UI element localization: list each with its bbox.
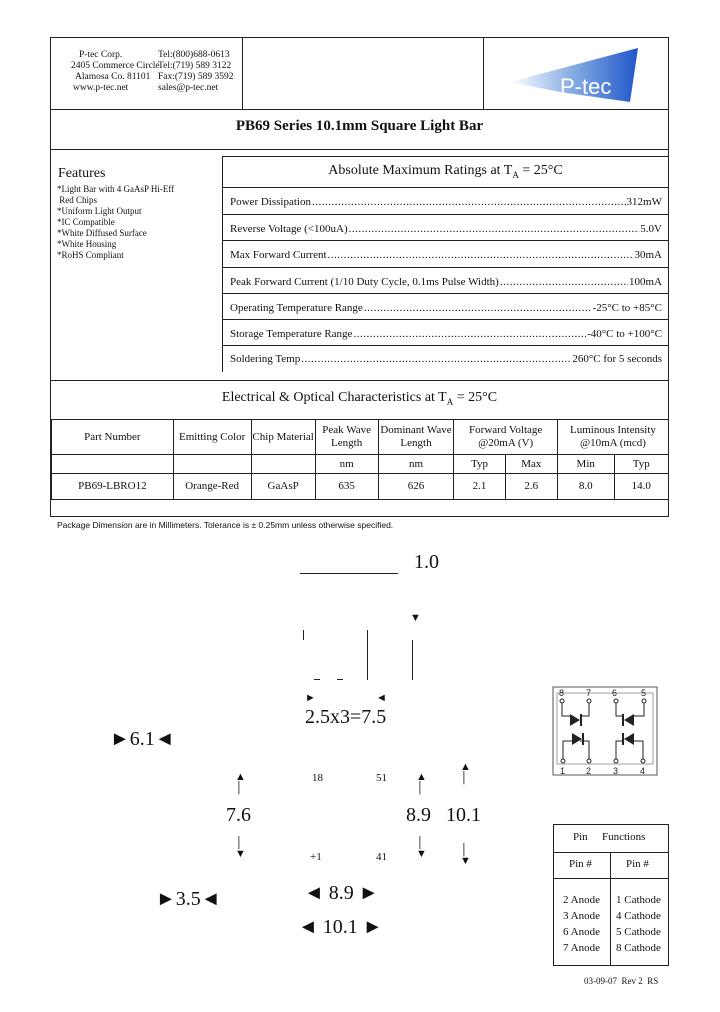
company-address: [71, 50, 160, 94]
dim-10-1-horizontal: ◄ 10.1 ►: [298, 916, 383, 938]
schematic-pin-label: 3: [613, 766, 619, 776]
eo-cell: PB69-LBRO12: [52, 474, 174, 500]
eo-cell: 14.0: [614, 474, 669, 500]
arrow-right-icon: ►: [305, 692, 316, 704]
header-divider-1: [242, 37, 243, 109]
anode-pin: 3 Anode: [563, 910, 600, 922]
dim-tick: [337, 679, 343, 680]
amr-row-reverse-voltage: Reverse Voltage (<100uA) ..... 5.0V: [230, 223, 662, 235]
header-divider-2: [483, 37, 484, 109]
pin-functions-table: [553, 824, 669, 966]
amr-row-peak-current: Peak Forward Current (1/10 Duty Cycle, 0.1ms Pulse Width) ..... 100mA: [230, 276, 662, 288]
schematic-pin-label: 1: [560, 766, 566, 776]
eo-unit: nm: [378, 455, 454, 474]
eo-unit: Typ: [454, 455, 505, 474]
schematic-pin-label: 4: [640, 766, 646, 776]
arrow-down-icon: │ ▼: [460, 844, 471, 867]
eo-table: [51, 419, 669, 500]
eo-unit: nm: [315, 455, 378, 474]
cathode-pin: 8 Cathode: [616, 942, 661, 954]
schematic-pin-label: 8: [559, 688, 565, 698]
title-bottom-rule: [50, 149, 669, 150]
cathode-pin: 1 Cathode: [616, 894, 661, 906]
feature-item: *White Diffused Surface: [57, 228, 147, 238]
eo-unit: Typ: [614, 455, 669, 474]
functions-heading: Functions: [602, 831, 646, 843]
arrow-down-icon: │ ▼: [235, 837, 246, 860]
ptec-logo: [508, 46, 650, 104]
amr-heading: Absolute Maximum Ratings at $T_A = 25^\circ C$: [328, 163, 563, 180]
eo-header-peak: Peak Wave Length: [315, 420, 378, 455]
pin-col-header: Pin #: [569, 858, 592, 870]
eo-cell: GaAsP: [251, 474, 315, 500]
amr-rule: [222, 293, 669, 294]
eo-header-color: Emitting Color: [173, 420, 251, 455]
phone-tollfree: Tel:(800)688-0613: [158, 50, 230, 60]
company-street: 2405 Commerce Circle: [71, 61, 160, 71]
revision-footer: 03-09-07 Rev 2 RS: [584, 976, 659, 986]
dim-tick: [412, 640, 413, 680]
amr-row-soldering: Soldering Temp ..... 260°C for 5 seconds: [230, 353, 662, 365]
eo-cell: 2.6: [505, 474, 557, 500]
feature-item: *Light Bar with 4 GaAsP Hi-Eff: [57, 184, 175, 194]
dim-7-6: 7.6: [226, 804, 251, 826]
company-name: P-tec Corp.: [79, 50, 123, 60]
features-heading: Features: [58, 166, 106, 181]
eo-unit: Max: [505, 455, 557, 474]
dim-tick: [367, 630, 368, 680]
eo-cell: 2.1: [454, 474, 505, 500]
eo-cell: 626: [378, 474, 454, 500]
arrow-left-icon: ◄: [376, 692, 387, 704]
anode-pin: 2 Anode: [563, 894, 600, 906]
pin-col-header: Pin #: [626, 858, 649, 870]
dim-10-1-vertical: 10.1: [446, 804, 481, 826]
eo-header-vf: Forward Voltage @20mA (V): [454, 420, 558, 455]
amr-rule: [222, 267, 669, 268]
phone-tel: Tel:(719) 589 3122: [158, 61, 232, 71]
amr-row-storage-temp: Storage Temperature Range ..... -40°C to +100°C: [230, 328, 662, 340]
dim-line-1: [300, 573, 398, 574]
eo-header-dominant: Dominant Wave Length: [378, 420, 454, 455]
arrow-down-icon: │ ▼: [416, 837, 427, 860]
feature-item: Red Chips: [57, 195, 98, 205]
internal-circuit-diagram: [552, 686, 658, 778]
feature-item: *RoHS Compliant: [57, 250, 124, 260]
amr-rule: [222, 240, 669, 241]
eo-unit: [52, 455, 174, 474]
page-title: PB69 Series 10.1mm Square Light Bar: [235, 118, 484, 134]
arrow-up-icon: ▲ │: [460, 761, 471, 784]
company-phones: [158, 50, 233, 94]
dim-8-9-horizontal: ◄ 8.9 ►: [304, 882, 379, 904]
feature-item: *IC Compatible: [57, 217, 115, 227]
eo-header-material: Chip Material: [251, 420, 315, 455]
eo-cell: 635: [315, 474, 378, 500]
schematic-pin-label: 6: [612, 688, 618, 698]
anode-list: [563, 892, 600, 956]
pin-label-41: 41: [376, 851, 387, 863]
dim-pitch: 2.5x3=7.5: [305, 706, 387, 728]
dim-tick: [303, 630, 304, 640]
led-diode-icon: [570, 714, 634, 745]
feature-item: *White Housing: [57, 239, 117, 249]
cathode-pin: 4 Cathode: [616, 910, 661, 922]
schematic-pin-label: 2: [586, 766, 592, 776]
amr-row-power: Power Dissipation ..... 312mW: [230, 196, 662, 208]
eo-unit: [173, 455, 251, 474]
dim-tick: [314, 679, 320, 680]
arrow-up-icon: ▲ │: [416, 771, 427, 794]
dim-3-5: ►3.5◄: [156, 888, 221, 910]
amr-rule: [222, 345, 669, 346]
arrow-down-icon: ▼: [410, 612, 421, 624]
header-bottom-rule: [50, 109, 669, 110]
eo-header-iv: Luminous Intensity @10mA (mcd): [557, 420, 668, 455]
company-city: Alamosa Co. 81101: [75, 72, 151, 82]
amr-row-forward-current: Max Forward Current ..... 30mA: [230, 249, 662, 261]
schematic-pin-label: 7: [586, 688, 592, 698]
logo-text: P-tec: [560, 74, 612, 99]
eo-cell: 8.0: [557, 474, 614, 500]
anode-pin: 7 Anode: [563, 942, 600, 954]
eo-unit: [251, 455, 315, 474]
amr-rule: [222, 319, 669, 320]
dim-6-1: ►6.1◄: [110, 728, 175, 750]
pin-heading: Pin: [573, 831, 588, 843]
pin-label-1: +1: [310, 851, 322, 863]
amr-rule: [222, 214, 669, 215]
cathode-list: [616, 892, 661, 956]
phone-fax: Fax:(719) 589 3592: [158, 72, 234, 82]
eo-unit: Min: [557, 455, 614, 474]
dimension-note: Package Dimension are in Millimeters. Tolerance is ± 0.25mm unless otherwise specified.: [57, 520, 394, 530]
amr-rule: [222, 187, 669, 188]
dim-8-9-vertical: 8.9: [406, 804, 431, 826]
feature-item: *Uniform Light Output: [57, 206, 142, 216]
dim-1-0: 1.0: [414, 551, 439, 573]
eo-header-part: Part Number: [52, 420, 174, 455]
cathode-pin: 5 Cathode: [616, 926, 661, 938]
amr-row-operating-temp: Operating Temperature Range ..... -25°C to +85°C: [230, 302, 662, 314]
arrow-up-icon: ▲ │: [235, 771, 246, 794]
eo-heading: Electrical & Optical Characteristics at $T_A = 25^\circ C$: [221, 390, 498, 407]
eo-cell: Orange-Red: [173, 474, 251, 500]
pin-label-18: 18: [312, 772, 323, 784]
features-list: [57, 184, 174, 261]
company-email[interactable]: sales@p-tec.net: [158, 83, 219, 93]
eo-top-rule: [50, 380, 669, 381]
company-website[interactable]: www.p-tec.net: [73, 83, 129, 93]
pin-label-51: 51: [376, 772, 387, 784]
anode-pin: 6 Anode: [563, 926, 600, 938]
schematic-pin-label: 5: [641, 688, 647, 698]
